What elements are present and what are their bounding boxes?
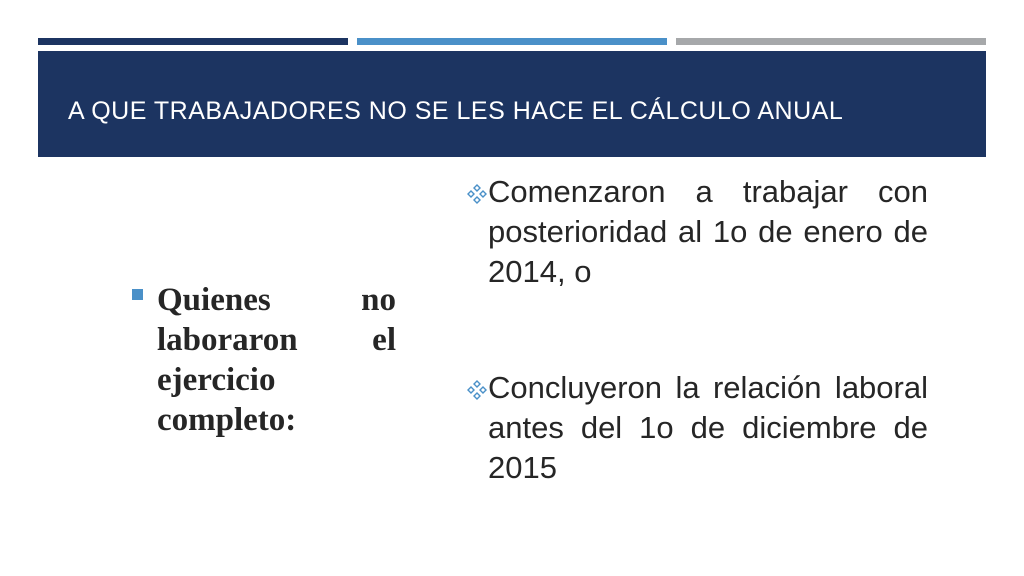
accent-bar-gray — [676, 38, 986, 45]
accent-bar-navy — [38, 38, 348, 45]
square-bullet-icon — [132, 289, 143, 300]
right-bullet-text-1: Comenzaron a trabajar con posterioridad al 1o de enero de 2014, o — [488, 174, 928, 289]
right-bullet-item — [466, 368, 928, 488]
left-column — [132, 280, 396, 440]
title-banner — [38, 51, 986, 157]
accent-bar-blue — [357, 38, 667, 45]
slide-title: A QUE TRABAJADORES NO SE LES HACE EL CÁLCULO ANUAL — [68, 96, 844, 125]
right-bullet-item — [466, 172, 928, 292]
left-bullet-text: Quienes no laboraron el ejercicio completo: — [157, 282, 396, 438]
right-column — [466, 172, 928, 488]
right-bullet-text-2: Concluyeron la relación laboral antes del 1o de diciembre de 2015 — [488, 370, 928, 485]
diamond-cluster-bullet-icon — [466, 379, 488, 401]
diamond-cluster-bullet-icon — [466, 183, 488, 205]
left-bullet-item — [132, 280, 396, 440]
